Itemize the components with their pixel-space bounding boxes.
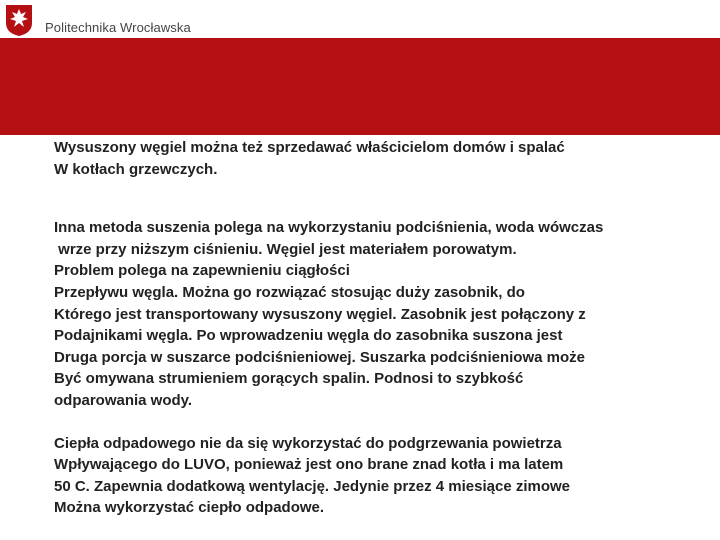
text-line: Ciepła odpadowego nie da się wykorzystać do podgrzewania powietrza <box>54 434 562 452</box>
text-line: Problem polega na zapewnieniu ciągłości <box>54 262 350 280</box>
title-band <box>0 38 720 135</box>
text-line: odparowania wody. <box>54 391 193 409</box>
slide-header <box>0 0 720 38</box>
text-line: 50 C. Zapewnia dodatkową wentylację. Jedynie przez 4 miesiące zimowe <box>54 477 571 495</box>
paragraph-2 <box>54 217 718 411</box>
text-line: Można wykorzystać ciepło odpadowe. <box>54 499 325 517</box>
slide-body <box>54 137 718 519</box>
brand-name: Politechnika Wrocławska <box>45 20 191 35</box>
text-line: Którego jest transportowany wysuszony węgiel. Zasobnik jest połączony z <box>54 305 586 323</box>
text-line: Druga porcja w suszarce podciśnieniowej. Suszarka podciśnieniowa może <box>54 348 585 366</box>
paragraph-1 <box>54 137 718 180</box>
text-line: Przepływu węgla. Można go rozwiązać stosując duży zasobnik, do <box>54 283 525 301</box>
text-line: W kotłach grzewczych. <box>54 160 218 178</box>
text-line: wrze przy niższym ciśnieniu. Węgiel jest materiałem porowatym. <box>54 240 517 258</box>
university-eagle-logo-icon <box>4 3 34 37</box>
text-line: Być omywana strumieniem gorących spalin. Podnosi to szybkość <box>54 370 524 388</box>
paragraph-3 <box>54 433 718 519</box>
text-line: Wpływającego do LUVO, ponieważ jest ono brane znad kotła i ma latem <box>54 456 564 474</box>
text-line: Wysuszony węgiel można też sprzedawać właścicielom domów i spalać <box>54 139 565 156</box>
text-line: Podajnikami węgla. Po wprowadzeniu węgla do zasobnika suszona jest <box>54 327 563 345</box>
text-line: Inna metoda suszenia polega na wykorzystaniu podciśnienia, woda wówczas <box>54 219 604 237</box>
